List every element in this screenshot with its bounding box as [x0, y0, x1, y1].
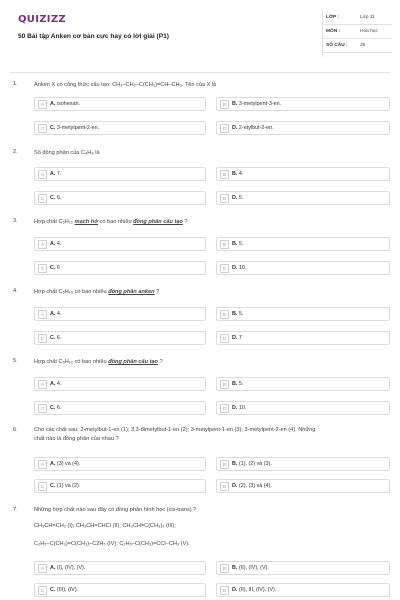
option-letter-box: D	[220, 194, 229, 203]
option-text: B. 5.	[232, 380, 244, 387]
option-text: A. 4.	[50, 240, 62, 247]
option-c[interactable]	[34, 331, 206, 345]
meta-label: SỐ CÂU :	[326, 43, 348, 48]
option-letter-box: D	[220, 264, 229, 273]
option-letter-box: B	[220, 564, 229, 573]
meta-row-count	[322, 39, 392, 53]
option-letter-box: C	[38, 124, 47, 133]
option-letter-box: A	[38, 100, 47, 109]
option-letter-box: C	[38, 482, 47, 491]
option-letter-box: A	[38, 240, 47, 249]
option-letter-box: B	[220, 170, 229, 179]
meta-value: 25	[360, 43, 366, 48]
worksheet-header	[0, 0, 400, 72]
option-text: C. (III), (IV).	[50, 586, 79, 593]
option-c[interactable]	[34, 121, 206, 135]
option-text: D. 10.	[232, 264, 247, 271]
option-text: C. 3-metylpent-2-en.	[50, 124, 100, 131]
question-number: 1.	[13, 81, 18, 87]
option-b[interactable]	[216, 97, 390, 111]
option-letter-box: A	[38, 564, 47, 573]
option-d[interactable]	[216, 191, 390, 205]
option-text: B. 5.	[232, 240, 244, 247]
option-d[interactable]	[216, 331, 390, 345]
option-c[interactable]	[34, 479, 206, 493]
meta-value: Lớp 11	[360, 15, 375, 20]
question-text: Hợp chất C₅H₁₀ có bao nhiêu đồng phân anken ?	[34, 289, 160, 295]
option-text: B. 5.	[232, 310, 244, 317]
option-text: B. (1), (2) và (3).	[232, 460, 272, 467]
option-letter-box: A	[38, 460, 47, 469]
option-b[interactable]	[216, 307, 390, 321]
question-text-line: Những hợp chất nào sau đây có đồng phân hình học (cis-trans) ?	[34, 507, 197, 513]
question-number: 2.	[13, 149, 18, 155]
question-number: 7.	[13, 507, 18, 513]
option-d[interactable]	[216, 121, 390, 135]
option-text: B. 3-metylpent-3-en.	[232, 100, 282, 107]
option-b[interactable]	[216, 561, 390, 575]
header-divider	[10, 72, 390, 73]
option-letter-box: C	[38, 586, 47, 595]
option-text: C. 6.	[50, 194, 62, 201]
quizizz-logo: QUIZIZZ	[18, 14, 66, 25]
option-text: C. (1) và (2).	[50, 482, 81, 489]
option-letter-box: B	[220, 240, 229, 249]
question-text: Số đồng phân của C₄H₈ là	[34, 150, 100, 156]
option-c[interactable]	[34, 583, 206, 597]
option-c[interactable]	[34, 401, 206, 415]
option-text: A. 7.	[50, 170, 62, 177]
option-text: C. 6.	[50, 334, 62, 341]
option-d[interactable]	[216, 583, 390, 597]
option-d[interactable]	[216, 261, 390, 275]
option-letter-box: A	[38, 380, 47, 389]
question-number: 5.	[13, 358, 18, 364]
meta-row-class	[322, 11, 392, 25]
option-b[interactable]	[216, 377, 390, 391]
option-a[interactable]	[34, 457, 206, 471]
option-letter-box: B	[220, 380, 229, 389]
option-letter-box: D	[220, 404, 229, 413]
meta-label: LỚP :	[326, 15, 340, 20]
option-a[interactable]	[34, 307, 206, 321]
option-text: D. 10.	[232, 404, 247, 411]
option-text: D. 7	[232, 334, 242, 341]
meta-value: Hóa học	[360, 29, 378, 34]
meta-row-subject	[322, 25, 392, 39]
option-letter-box: B	[220, 100, 229, 109]
option-letter-box: D	[220, 586, 229, 595]
option-c[interactable]	[34, 261, 206, 275]
option-text: A. isohexan.	[50, 100, 80, 107]
question-text: Anken X có công thức cấu tạo: CH₃–CH₂–C(CH₃)=CH–CH₃. Tên của X là	[34, 82, 217, 88]
option-letter-box: D	[220, 334, 229, 343]
option-d[interactable]	[216, 479, 390, 493]
option-text: A. 4.	[50, 380, 62, 387]
option-letter-box: C	[38, 334, 47, 343]
question-number: 4.	[13, 288, 18, 294]
option-letter-box: B	[220, 310, 229, 319]
question-text: Hợp chất C₅H₁₀ mạch hở có bao nhiêu đồng phân cấu tạo ?	[34, 219, 188, 225]
option-letter-box: C	[38, 264, 47, 273]
option-c[interactable]	[34, 191, 206, 205]
option-text: B. 4.	[232, 170, 244, 177]
question-text: Hợp chất C₅H₁₀ có bao nhiêu đồng phân cấu tạo ?	[34, 359, 163, 365]
option-letter-box: D	[220, 124, 229, 133]
option-a[interactable]	[34, 377, 206, 391]
question-text-line: CH₃CH=CH₂ (I); CH₃CH=CHCl (II); CH₃CH=C(CH₃)₂ (III);	[34, 523, 176, 529]
option-text: A. (3) và (4).	[50, 460, 81, 467]
option-text: D. (II), III, (IV), (V).	[232, 586, 277, 593]
option-letter-box: B	[220, 460, 229, 469]
option-text: D. (2), (3) và (4).	[232, 482, 272, 489]
option-b[interactable]	[216, 167, 390, 181]
option-text: C. 6	[50, 264, 60, 271]
option-text: A. (I), (IV), (V).	[50, 564, 86, 571]
option-d[interactable]	[216, 401, 390, 415]
option-text: A. 4.	[50, 310, 62, 317]
question-text-line: C₂H₅–C(CH₃)=C(CH₃)–C2H₅ (IV); C₂H₅–C(CH₃)=CCl–CH₃ (V).	[34, 541, 190, 547]
option-letter-box: A	[38, 170, 47, 179]
option-letter-box: C	[38, 194, 47, 203]
option-a[interactable]	[34, 167, 206, 181]
option-b[interactable]	[216, 457, 390, 471]
option-text: B. (II), (IV), (V).	[232, 564, 269, 571]
option-letter-box: C	[38, 404, 47, 413]
option-text: D. 2-etylbut-2-en.	[232, 124, 274, 131]
meta-table	[322, 11, 392, 53]
option-text: C. 6.	[50, 404, 62, 411]
option-text: D. 5.	[232, 194, 244, 201]
option-b[interactable]	[216, 237, 390, 251]
option-letter-box: A	[38, 310, 47, 319]
option-a[interactable]	[34, 237, 206, 251]
question-text-line: Cho các chất sau: 2-metylbut-1-en (1); 3,3-đimetylbut-1-en (2); 3-metylpent-1-en (3); 3-metylpent-2-en (4). Những	[34, 427, 316, 433]
question-number: 3.	[13, 218, 18, 224]
meta-label: MÔN :	[326, 29, 341, 34]
question-number: 6.	[13, 427, 18, 433]
worksheet-title: 50 Bài tập Anken cơ bản cực hay có lời giải (P1)	[18, 33, 169, 40]
option-letter-box: D	[220, 482, 229, 491]
option-a[interactable]	[34, 97, 206, 111]
question-text-line: chất nào là đồng phân của nhau ?	[34, 436, 119, 442]
option-a[interactable]	[34, 561, 206, 575]
